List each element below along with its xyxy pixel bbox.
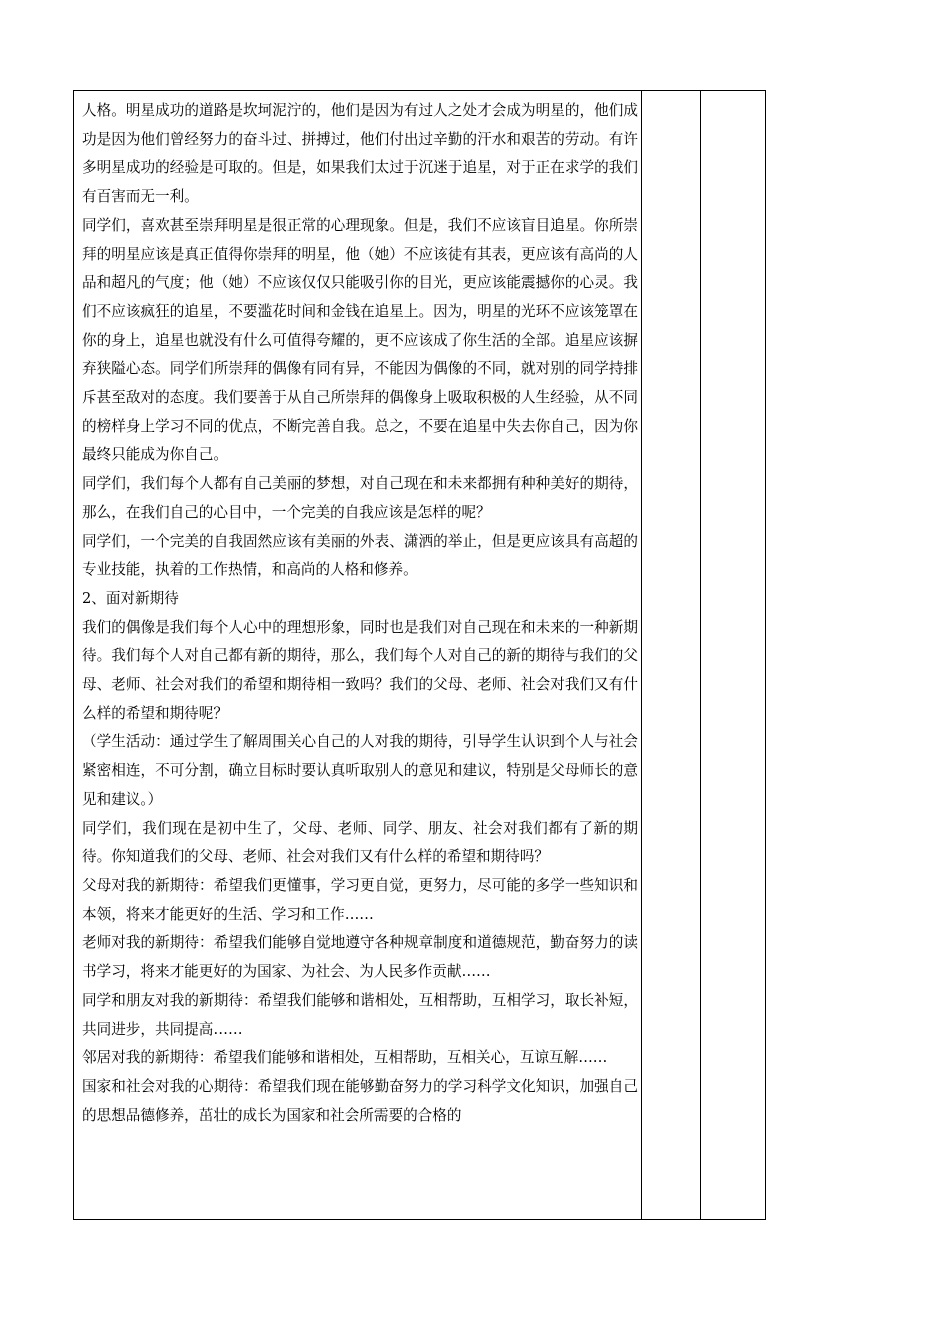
lesson-content-cell xyxy=(82,97,638,1130)
lesson-table xyxy=(73,90,766,1220)
paragraph-friends-expectation: 同学和朋友对我的新期待：希望我们能够和谐相处，互相帮助，互相学习，取长补短，共同进步，共同提高…… xyxy=(82,991,638,1038)
column-divider xyxy=(700,91,701,1219)
paragraph-idol-ideal: 我们的偶像是我们每个人心中的理想形象，同时也是我们对自己现在和未来的一种新期待。我们每个人对自己都有新的期待，那么，我们每个人对自己的新的期待与我们的父母、老师、社会对我们的希望和期待相一致吗？我们的父母、老师、社会对我们又有什么样的希望和期待呢？ xyxy=(82,618,638,722)
paragraph-junior-high: 同学们，我们现在是初中生了，父母、老师、同学、朋友、社会对我们都有了新的期待。你知道我们的父母、老师、社会对我们又有什么样的希望和期待吗？ xyxy=(82,819,638,866)
paragraph-perfect-self-question: 同学们，我们每个人都有自己美丽的梦想，对自己现在和未来都拥有种种美好的期待，那么，在我们自己的心目中，一个完美的自我应该是怎样的呢？ xyxy=(82,475,638,521)
paragraph-teacher-expectation: 老师对我的新期待：希望我们能够自觉地遵守各种规章制度和道德规范，勤奋努力的读书学习，将来才能更好的为国家、为社会、为人民多作贡献…… xyxy=(82,934,638,981)
paragraph-student-activity: （学生活动：通过学生了解周围关心自己的人对我的期待，引导学生认识到个人与社会紧密相连，不可分割，确立目标时要认真听取别人的意见和建议，特别是父母师长的意见和建议。） xyxy=(82,733,638,808)
column-divider xyxy=(641,91,642,1219)
paragraph-perfect-self-answer: 同学们，一个完美的自我固然应该有美丽的外表、潇洒的举止，但是更应该具有高超的专业技能，执着的工作热情，和高尚的人格和修养。 xyxy=(82,532,638,579)
section-heading-new-expectations: 2、面对新期待 xyxy=(82,589,179,607)
paragraph-star-success: 人格。明星成功的道路是坎坷泥泞的，他们是因为有过人之处才会成为明星的，他们成功是因为他们曾经努力的奋斗过、拼搏过，他们付出过辛勤的汗水和艰苦的劳动。有许多明星成功的经验是可取的。但是，如果我们太过于沉迷于追星，对于正在求学的我们有百害而无一利。 xyxy=(82,102,638,206)
paragraph-society-expectation: 国家和社会对我的心期待：希望我们现在能够勤奋努力的学习科学文化知识，加强自己的思想品德修养，茁壮的成长为国家和社会所需要的合格的 xyxy=(82,1077,638,1124)
paragraph-neighbors-expectation: 邻居对我的新期待：希望我们能够和谐相处，互相帮助，互相关心，互谅互解…… xyxy=(82,1049,608,1067)
paragraph-parents-expectation: 父母对我的新期待：希望我们更懂事，学习更自觉，更努力，尽可能的多学一些知识和本领，将来才能更好的生活、学习和工作…… xyxy=(82,876,638,923)
paragraph-idol-worship: 同学们，喜欢甚至崇拜明星是很正常的心理现象。但是，我们不应该盲目追星。你所崇拜的明星应该是真正值得你崇拜的明星，他（她）不应该徒有其表，更应该有高尚的人品和超凡的气度；他（她）不应该仅仅只能吸引你的目光，更应该能震撼你的心灵。我们不应该疯狂的追星，不要滥花时间和金钱在追星上。因为，明星的光环不应该笼罩在你的身上，追星也就没有什么可值得夸耀的，更不应该成了你生活的全部。追星应该摒弃狭隘心态。同学们所崇拜的偶像有同有异，不能因为偶像的不同，就对别的同学持排斥甚至敌对的态度。我们要善于从自己所崇拜的偶像身上吸取积极的人生经验，从不同的榜样身上学习不同的优点，不断完善自我。总之，不要在追星中失去你自己，因为你最终只能成为你自己。 xyxy=(82,216,638,464)
